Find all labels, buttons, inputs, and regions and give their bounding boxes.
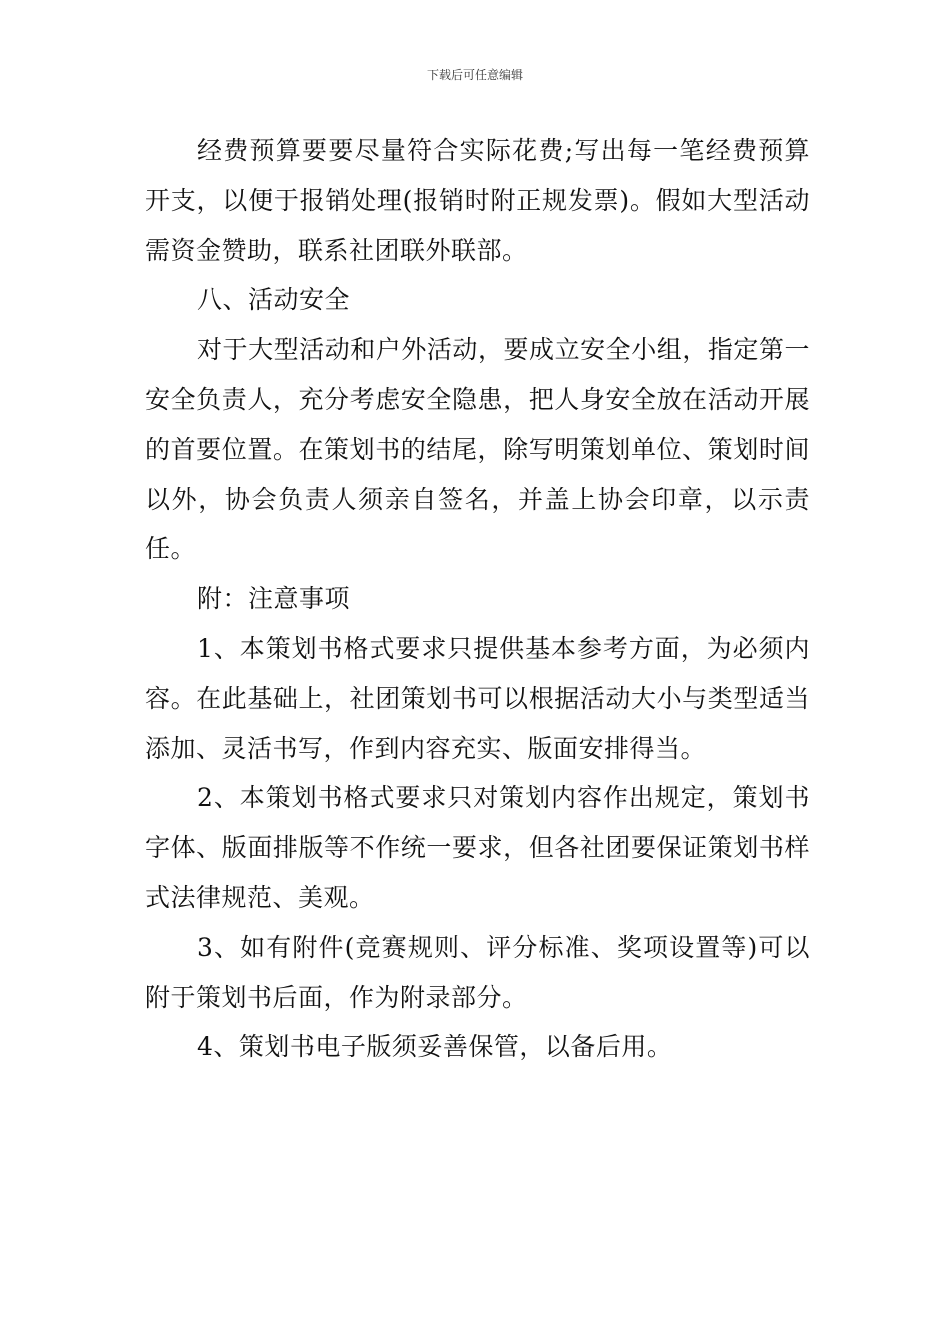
note-item-3: 3、如有附件(竞赛规则、评分标准、奖项设置等)可以附于策划书后面，作为附录部分。 <box>145 932 810 1012</box>
paragraph-budget: 经费预算要要尽量符合实际花费;写出每一笔经费预算开支，以便于报销处理(报销时附正规发票)。假如大型活动需资金赞助，联系社团联外联部。 <box>145 136 810 265</box>
section-heading-activity-safety: 八、活动安全 <box>197 285 351 315</box>
note-item-2: 2、本策划书格式要求只对策划内容作出规定，策划书字体、版面排版等不作统一要求，但各社团要保证策划书样式法律规范、美观。 <box>145 783 810 912</box>
header-note: 下载后可任意编辑 <box>426 68 523 82</box>
section-heading-notes: 附：注意事项 <box>197 584 351 614</box>
paragraph-safety: 对于大型活动和户外活动，要成立安全小组，指定第一安全负责人，充分考虑安全隐患，把人身安全放在活动开展的首要位置。在策划书的结尾，除写明策划单位、策划时间以外，协会负责人须亲自签名，并盖上协会印章，以示责任。 <box>145 335 810 564</box>
note-item-1: 1、本策划书格式要求只提供基本参考方面，为必须内容。在此基础上，社团策划书可以根据活动大小与类型适当添加、灵活书写，作到内容充实、版面安排得当。 <box>145 633 810 763</box>
document-body <box>145 126 810 1072</box>
note-item-4: 4、策划书电子版须妥善保管，以备后用。 <box>197 1032 673 1062</box>
